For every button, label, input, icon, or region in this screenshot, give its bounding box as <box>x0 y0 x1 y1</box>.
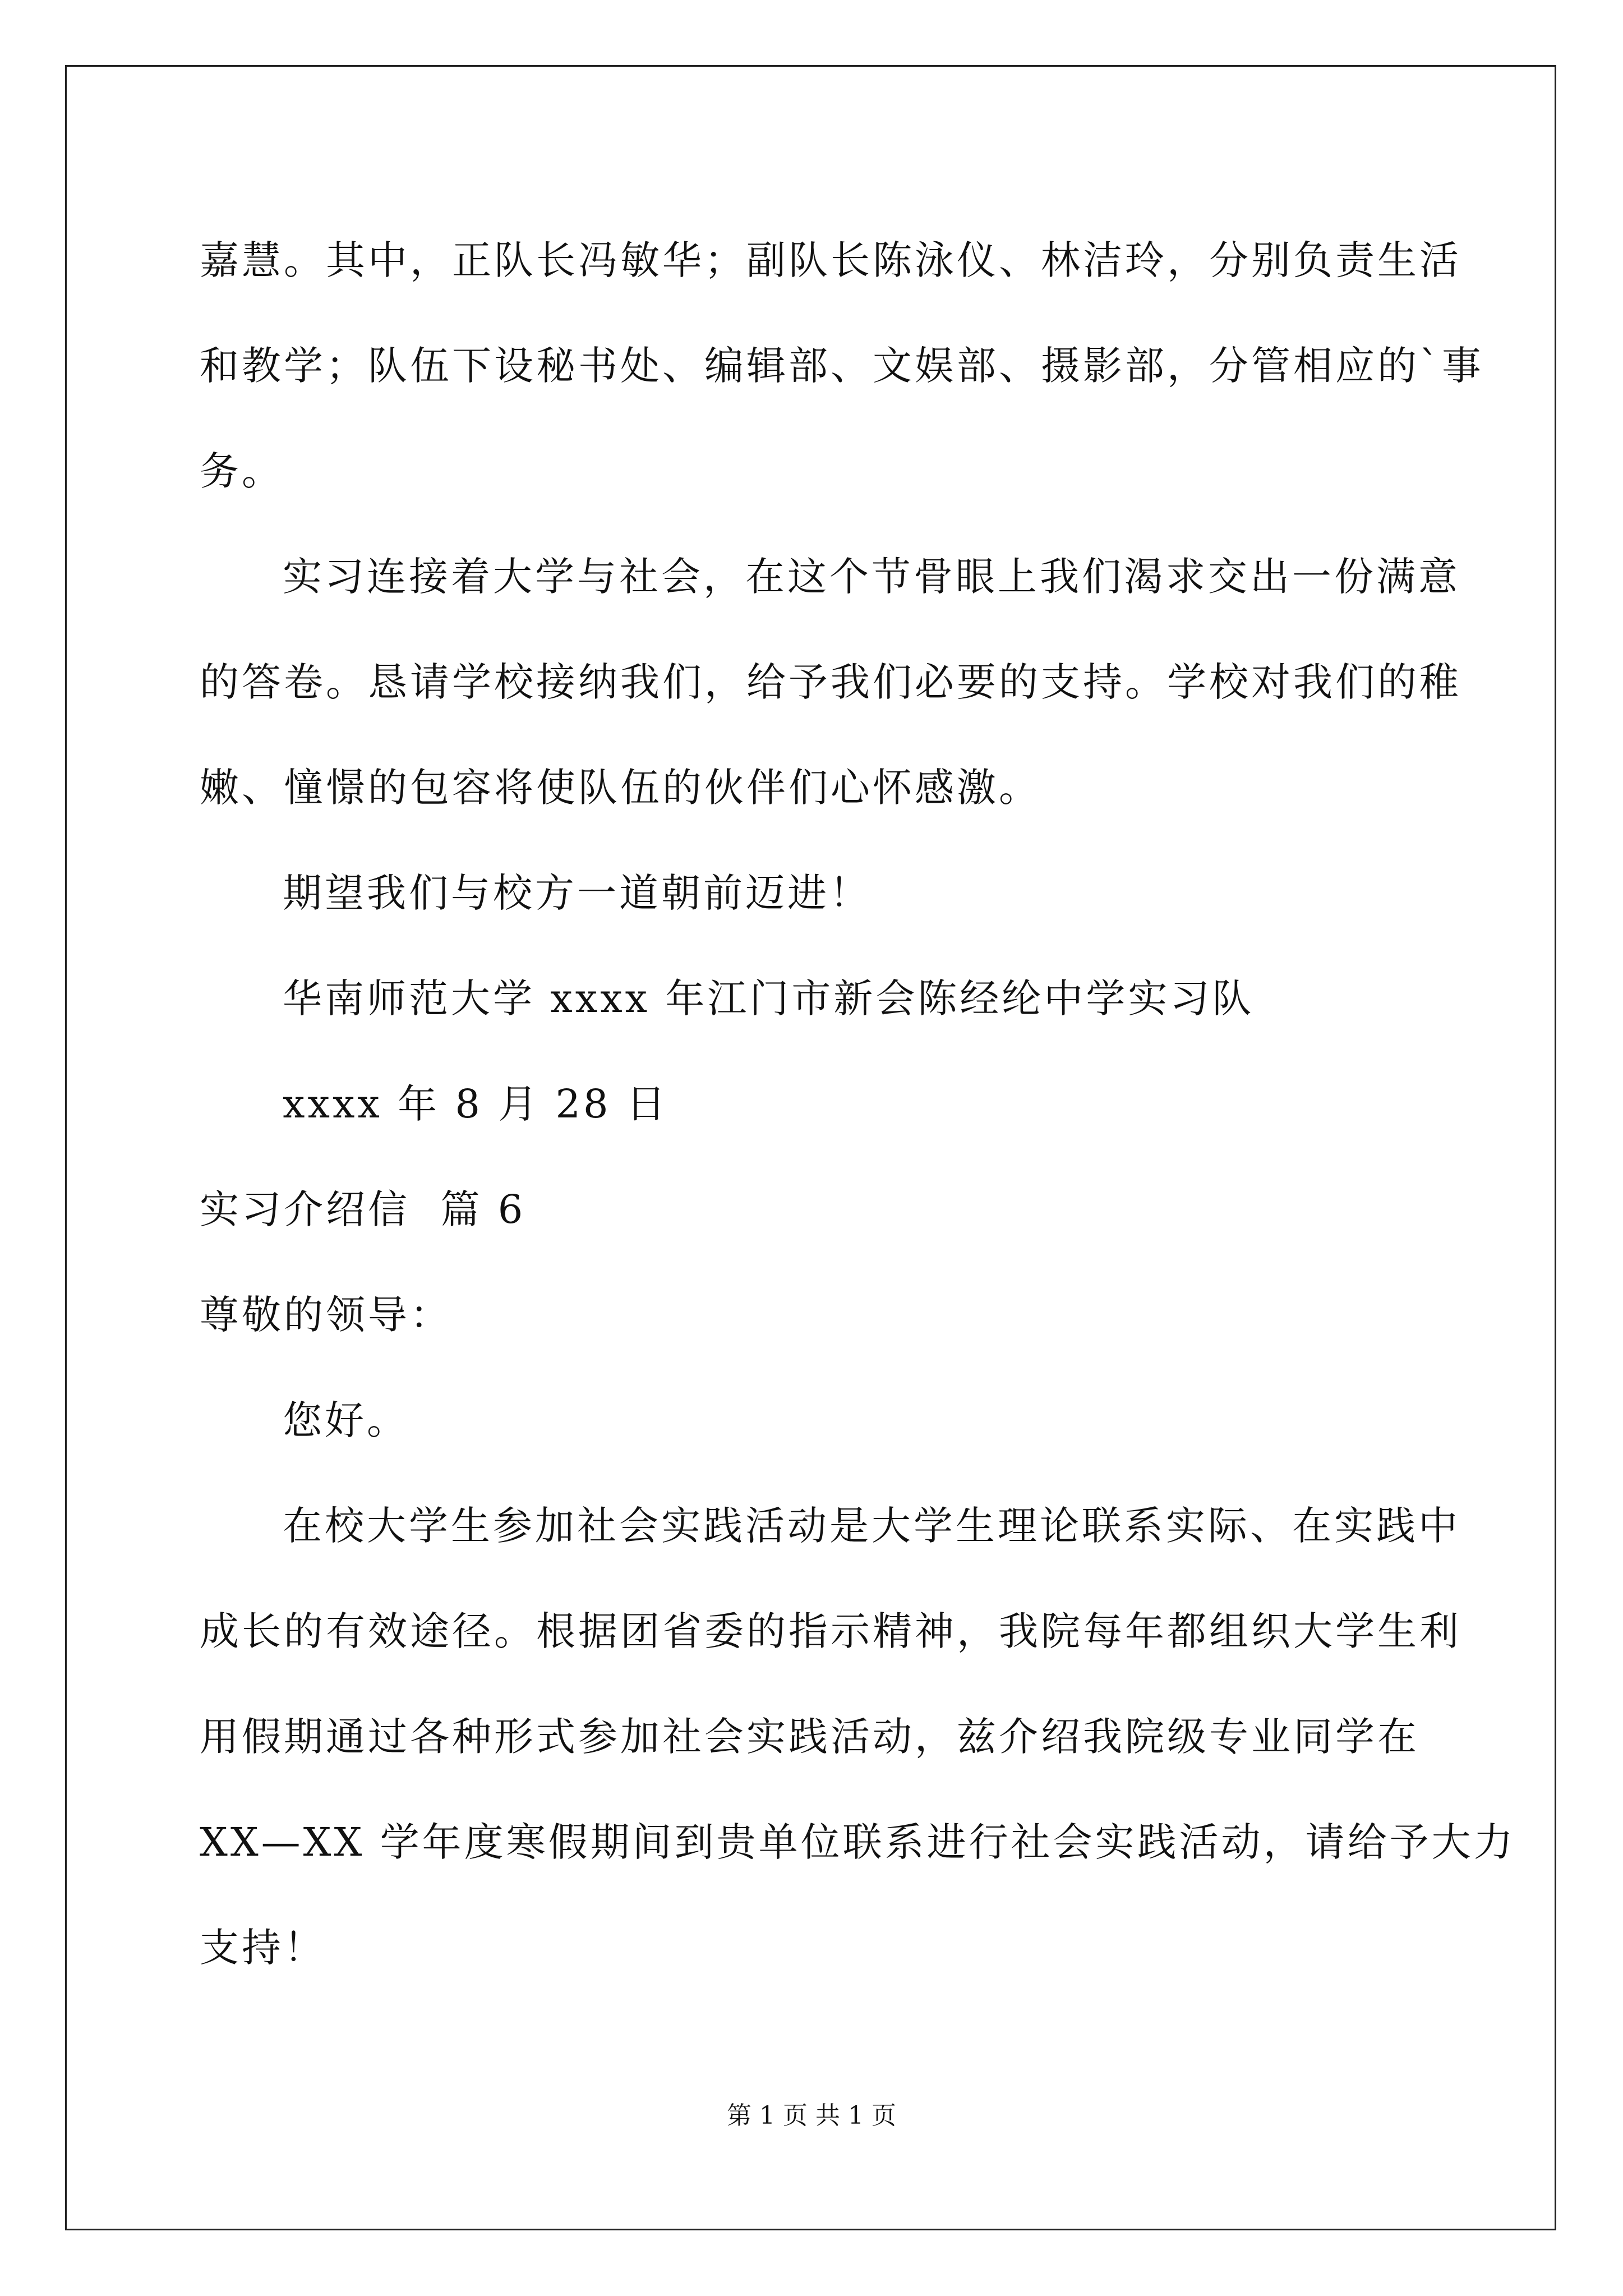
text-line-13: 在校大学生参加社会实践活动是大学生理论联系实际、在实践中 <box>283 1503 1460 1549</box>
signature-date: xxxx 年 8 月 28 日 <box>283 1081 668 1127</box>
text-line-2: 和教学；队伍下设秘书处、编辑部、文娱部、摄影部，分管相应的`事 <box>200 343 1484 389</box>
signature-organization: 华南师范大学 xxxx 年江门市新会陈经纶中学实习队 <box>283 976 1255 1022</box>
page-number-footer: 第 1 页 共 1 页 <box>727 2101 896 2130</box>
document-body <box>200 208 1516 2000</box>
text-line-16: XX—XX 学年度寒假期间到贵单位联系进行社会实践活动，请给予大力 <box>200 1819 1516 1865</box>
section-heading: 实习介绍信 篇 6 <box>200 1186 526 1232</box>
text-line-7: 期望我们与校方一道朝前迈进！ <box>283 870 872 916</box>
greeting: 您好。 <box>283 1397 409 1443</box>
text-line-6: 嫩、憧憬的包容将使队伍的伙伴们心怀感激。 <box>200 765 1041 811</box>
text-line-5: 的答卷。恳请学校接纳我们，给予我们必要的支持。学校对我们的稚 <box>200 659 1461 705</box>
text-line-15: 用假期通过各种形式参加社会实践活动，兹介绍我院级专业同学在 <box>200 1714 1419 1760</box>
text-line-14: 成长的有效途径。根据团省委的指示精神，我院每年都组织大学生利 <box>200 1608 1461 1654</box>
text-line-1: 嘉慧。其中，正队长冯敏华；副队长陈泳仪、林洁玲，分别负责生活 <box>200 237 1461 283</box>
text-line-3: 务。 <box>200 448 284 494</box>
text-line-4: 实习连接着大学与社会，在这个节骨眼上我们渴求交出一份满意 <box>283 554 1460 600</box>
text-line-17: 支持！ <box>200 1925 326 1971</box>
salutation: 尊敬的领导： <box>200 1292 452 1338</box>
